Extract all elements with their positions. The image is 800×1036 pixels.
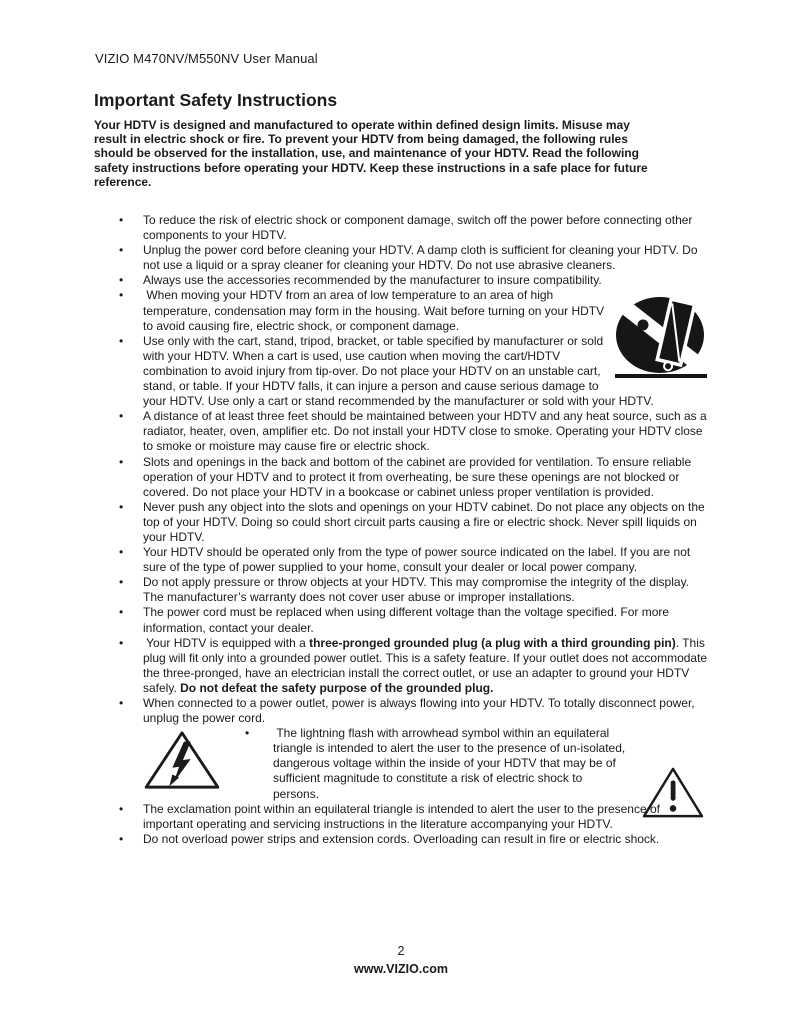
safety-list: [119, 213, 709, 847]
manual-header: VIZIO M470NV/M550NV User Manual: [95, 51, 318, 66]
safety-item-1: • To reduce the risk of electric shock or component damage, switch off the power before connecting other components to your HDTV.: [119, 213, 709, 243]
intro-line: result in electric shock or fire. To prevent your HDTV from being damaged, the following rules: [94, 132, 628, 147]
safety-item-12: • Your HDTV is equipped with a three-pronged grounded plug (a plug with a third grounding pin). This plug will fit only into a grounded power outlet. This is a safety feature. If your outlet does not accommodate the three-pronged, have an electrician install the correct outlet, or use an adapter to ground your HDTV safely. Do not defeat the safety purpose of the grounded plug.: [119, 636, 709, 696]
intro-line: Your HDTV is designed and manufactured to operate within defined design limits. Misuse may: [94, 118, 630, 132]
website-url: www.VIZIO.com: [354, 962, 448, 976]
intro-line: should be observed for the installation, use, and maintenance of your HDTV. Read the following: [94, 146, 639, 161]
safety-item-8: • Never push any object into the slots and openings on your HDTV cabinet. Do not place any objects on the top of your HDTV. Doing so could short circuit parts causing a fire or electric shock. Never spill liquids on your HDTV.: [119, 500, 709, 545]
page-number: 2: [397, 944, 405, 958]
safety-item-7: • Slots and openings in the back and bottom of the cabinet are provided for ventilation. To ensure reliable operation of your HDTV and to protect it from overheating, be sure these openings are not blocked or covered. Do not place your HDTV in a bookcase or cabinet unless proper ventilation is provided.: [119, 455, 709, 500]
page-title: Important Safety Instructions: [94, 90, 338, 110]
lightning-triangle-icon: [142, 729, 222, 791]
intro-line: safety instructions before operating your HDTV. Keep these instructions in a safe place for future: [94, 160, 648, 175]
intro-line: reference.: [94, 174, 152, 189]
safety-item-6: • A distance of at least three feet should be maintained between your HDTV and any heat source, such as a radiator, heater, oven, amplifier etc. Do not install your HDTV close to smoke. Operating your HDTV close to smoke or moisture may cause fire or electric shock.: [119, 409, 709, 454]
intro-paragraph: [94, 118, 648, 189]
safety-item-11: • The power cord must be replaced when using different voltage than the voltage specified. For more information, contact your dealer.: [119, 605, 709, 635]
page-footer: [95, 943, 707, 977]
safety-item-14: • The exclamation point within an equilateral triangle is intended to alert the user to the presence of important operating and servicing instructions in the literature accompanying your HDTV.: [119, 802, 709, 832]
cart-tip-over-icon: [607, 294, 709, 382]
safety-item-3: • Always use the accessories recommended by the manufacturer to insure compatibility.: [119, 273, 709, 288]
safety-sub-item-lightning: • The lightning flash with arrowhead symbol within an equilateral triangle is intended to alert the user to the presence of un-isolated, dangerous voltage within the inside of your HDTV that may be of sufficient magnitude to constitute a risk of electric shock to persons.: [119, 726, 709, 801]
safety-item-2: • Unplug the power cord before cleaning your HDTV. A damp cloth is sufficient for cleaning your HDTV. Do not use a liquid or a spray cleaner for cleaning your HDTV. Do not use abrasive cleaners.: [119, 243, 709, 273]
safety-item-13: • When connected to a power outlet, power is always flowing into your HDTV. To totally disconnect power, unplug the power cord.: [119, 696, 709, 726]
safety-item-5: • Use only with the cart, stand, tripod, bracket, or table specified by manufacturer or sold with your HDTV. When a cart is used, use caution when moving the cart/HDTV combination to avoid injury from tip-over. Do not place your HDTV on an unstable cart, stand, or table. If your HDTV falls, it can injure a person and cause serious damage to your HDTV. Use only a cart or stand recommended by the manufacturer or sold with your HDTV.: [119, 334, 709, 409]
safety-item-10: • Do not apply pressure or throw objects at your HDTV. This may compromise the integrity of the display. The manufacturer’s warranty does not cover user abuse or improper installations.: [119, 575, 709, 605]
safety-item-15: • Do not overload power strips and extension cords. Overloading can result in fire or electric shock.: [119, 832, 709, 847]
safety-item-9: • Your HDTV should be operated only from the type of power source indicated on the label. If you are not sure of the type of power supplied to your home, consult your dealer or local power company.: [119, 545, 709, 575]
safety-item-4: • When moving your HDTV from an area of low temperature to an area of high temperature, condensation may form in the housing. Wait before turning on your HDTV to avoid causing fire, electric shock, or component damage.: [119, 288, 709, 333]
